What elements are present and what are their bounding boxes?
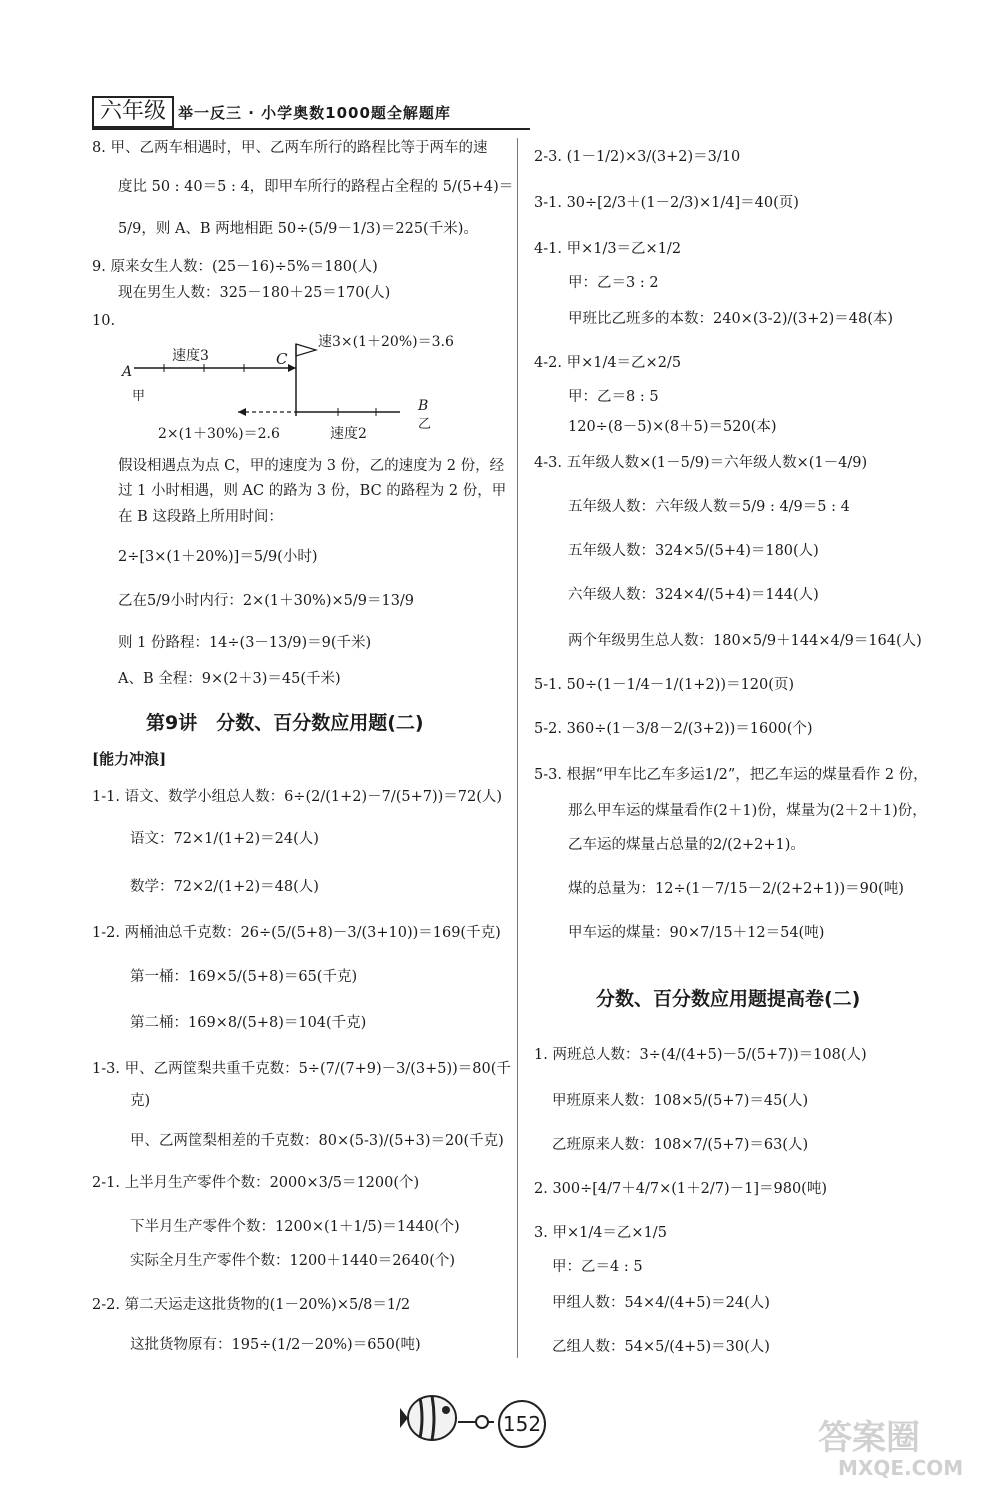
motion-diagram: [118, 330, 498, 448]
text-line: 甲：乙＝4 : 5: [552, 1259, 643, 1275]
text-line: 1-3. 甲、乙两筐梨共重千克数：5÷(7/(7+9)－3/(3+5))＝80(千: [92, 1061, 511, 1077]
text-line: 语文：72×1/(1+2)＝24(人): [130, 831, 319, 847]
text-line: 现在男生人数：325－180＋25＝170(人): [118, 285, 391, 301]
text-line: 度比 50 : 40＝5 : 4，即甲车所行的路程占全程的 5/(5+4)＝: [118, 179, 514, 195]
flag-icon: [296, 344, 316, 356]
point-b: B: [418, 398, 429, 414]
text-line: 乙在5/9小时内行：2×(1＋30%)×5/9＝13/9: [118, 593, 415, 609]
speed2-label: 速度2: [330, 426, 367, 442]
text-line: 1-2. 两桶油总千克数：26÷(5/(5+8)－3/(3+10))＝169(千克): [92, 925, 501, 941]
text-line: 甲车运的煤量：90×7/15＋12＝54(吨): [568, 925, 825, 941]
speed3-label: 速度3: [172, 348, 209, 364]
text-line: 第二桶：169×8/(5+8)＝104(千克): [130, 1015, 367, 1031]
text-line: 1-1. 语文、数学小组总人数：6÷(2/(1+2)－7/(5+7))＝72(人): [92, 789, 503, 805]
text-line: 五年级人数：324×5/(5+4)＝180(人): [568, 543, 819, 559]
text-line: 则 1 份路程：14÷(3－13/9)＝9(千米): [118, 635, 372, 651]
page-number: 152: [498, 1400, 546, 1448]
text-line: 3. 甲×1/4＝乙×1/5: [534, 1225, 667, 1241]
section-title: 分数、百分数应用题提高卷(二): [596, 988, 861, 1010]
watermark-logo: 答案圈: [818, 1418, 920, 1458]
text-line: 4-3. 五年级人数×(1－5/9)＝六年级人数×(1－4/9): [534, 455, 868, 471]
text-line: 4-1. 甲×1/3＝乙×1/2: [534, 241, 682, 257]
text-line: 甲班比乙班多的本数：240×(3-2)/(3+2)＝48(本): [568, 311, 894, 327]
text-line: 乙组人数：54×5/(4+5)＝30(人): [552, 1339, 770, 1355]
text-line: 8. 甲、乙两车相遇时，甲、乙两车所行的路程比等于两车的速: [92, 140, 488, 156]
text-line: 1. 两班总人数：3÷(4/(4+5)－5/(5+7))＝108(人): [534, 1047, 867, 1063]
text-line: 甲班原来人数：108×5/(5+7)＝45(人): [552, 1093, 809, 1109]
text-line: 数学：72×2/(1+2)＝48(人): [130, 879, 319, 895]
text-line: 这批货物原有：195÷(1/2－20%)＝650(吨): [130, 1337, 421, 1353]
header-rule: [92, 128, 530, 130]
watermark-url: MXQE.COM: [838, 1456, 964, 1480]
text-line: 5-3. 根据“甲车比乙车多运1/2”，把乙车运的煤量看作 2 份，: [534, 767, 928, 783]
text-line: 3-1. 30÷[2/3＋(1－2/3)×1/4]＝40(页): [534, 195, 799, 211]
top-label: 速3×(1＋20%)＝3.6: [318, 334, 454, 350]
text-line: 甲、乙两筐梨相差的千克数：80×(5-3)/(5+3)＝20(千克): [130, 1133, 504, 1149]
text-line: 甲组人数：54×4/(4+5)＝24(人): [552, 1295, 770, 1311]
text-line: 那么甲车运的煤量看作(2＋1)份，煤量为(2＋2＋1)份，: [568, 803, 927, 819]
point-a: A: [122, 364, 133, 380]
text-line: 两个年级男生总人数：180×5/9＋144×4/9＝164(人): [568, 633, 922, 649]
text-line: 2-3. (1－1/2)×3/(3+2)＝3/10: [534, 149, 741, 165]
text-line: 2-2. 第二天运走这批货物的(1－20%)×5/8＝1/2: [92, 1297, 411, 1313]
text-line: 在 B 这段路上所用时间：: [118, 509, 283, 525]
text-line: 乙班原来人数：108×7/(5+7)＝63(人): [552, 1137, 809, 1153]
text-line: 2-1. 上半月生产零件个数：2000×3/5＝1200(个): [92, 1175, 420, 1191]
text-line: 10.: [92, 313, 116, 329]
text-line: 2÷[3×(1＋20%)]＝5/9(小时): [118, 549, 318, 565]
text-line: 克): [130, 1093, 151, 1109]
text-line: 9. 原来女生人数：(25－16)÷5%＝180(人): [92, 259, 378, 275]
text-line: 5-1. 50÷(1－1/4－1/(1+2))＝120(页): [534, 677, 795, 693]
fish-mascot-icon: [398, 1388, 498, 1448]
text-line: 5/9，则 A、B 两地相距 50÷(5/9－1/3)＝225(千米)。: [118, 221, 478, 237]
text-line: 甲：乙＝8 : 5: [568, 389, 659, 405]
text-line: 煤的总量为：12÷(1－7/15－2/(2+2+1))＝90(吨): [568, 881, 904, 897]
text-line: 2. 300÷[4/7＋4/7×(1＋2/7)－1]＝980(吨): [534, 1181, 827, 1197]
grade-label: 六年级: [92, 96, 174, 128]
section-title: 第9讲 分数、百分数应用题(二): [146, 712, 424, 734]
bottom-label: 2×(1＋30%)＝2.6: [158, 426, 280, 442]
arrow-head-dashed: [238, 408, 246, 416]
text-line: 4-2. 甲×1/4＝乙×2/5: [534, 355, 682, 371]
text-line: 过 1 小时相遇，则 AC 的路为 3 份，BC 的路程为 2 份，甲: [118, 483, 507, 499]
text-line: 120÷(8－5)×(8＋5)＝520(本): [568, 419, 777, 435]
text-line: 5-2. 360÷(1－3/8－2/(3+2))＝1600(个): [534, 721, 813, 737]
text-line: 五年级人数：六年级人数＝5/9 : 4/9＝5 : 4: [568, 499, 850, 515]
text-line: 下半月生产零件个数：1200×(1＋1/5)＝1440(个): [130, 1219, 460, 1235]
series-title: 举一反三 · 小学奥数1000题全解题库: [178, 104, 451, 122]
text-line: 实际全月生产零件个数：1200＋1440＝2640(个): [130, 1253, 456, 1269]
yi-label: 乙: [418, 417, 432, 432]
text-line: 甲：乙＝3 : 2: [568, 275, 659, 291]
text-line: 乙车运的煤量占总量的2/(2+2+1)。: [568, 837, 805, 853]
page-header: [92, 96, 530, 130]
jia-label: 甲: [132, 389, 146, 404]
text-line: A、B 全程：9×(2＋3)＝45(千米): [118, 671, 341, 687]
text-line: 第一桶：169×5/(5+8)＝65(千克): [130, 969, 358, 985]
column-divider: [517, 138, 518, 1358]
text-line: 假设相遇点为点 C，甲的速度为 3 份，乙的速度为 2 份，经: [118, 458, 505, 474]
point-c: C: [276, 350, 288, 368]
section-tag: [能力冲浪]: [92, 750, 167, 768]
arrow-head-a: [288, 364, 296, 372]
text-line: 六年级人数：324×4/(5+4)＝144(人): [568, 587, 819, 603]
